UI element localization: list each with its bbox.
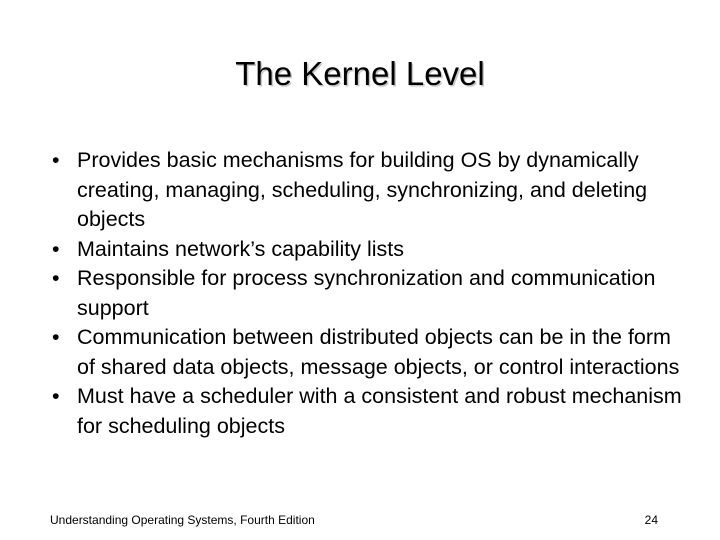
bullet-text: Responsible for process synchronization and communication support: [77, 266, 656, 320]
bullet-item: [52, 235, 692, 265]
bullet-list: [52, 146, 692, 441]
bullet-dot-icon: •: [52, 325, 60, 349]
footer-source: Understanding Operating Systems, Fourth Edition: [50, 513, 315, 527]
bullet-text: Must have a scheduler with a consistent and robust mechanism for scheduling objects: [77, 384, 682, 438]
bullet-item: [52, 264, 692, 323]
bullet-dot-icon: •: [52, 384, 60, 408]
bullet-item: [52, 382, 692, 441]
page-number: 24: [644, 513, 658, 527]
bullet-dot-icon: •: [52, 266, 60, 290]
bullet-text: Maintains network’s capability lists: [77, 236, 405, 261]
bullet-dot-icon: •: [52, 148, 60, 172]
bullet-item: [52, 323, 692, 382]
slide-title: The Kernel Level: [235, 55, 485, 92]
bullet-text: Communication between distributed objects can be in the form of shared data objects, message objects, or control interactions: [77, 325, 680, 379]
bullet-item: [52, 146, 692, 235]
bullet-text: Provides basic mechanisms for building OS by dynamically creating, managing, scheduling, synchronizing, and deleting objects: [77, 148, 648, 231]
bullet-dot-icon: •: [52, 236, 60, 261]
